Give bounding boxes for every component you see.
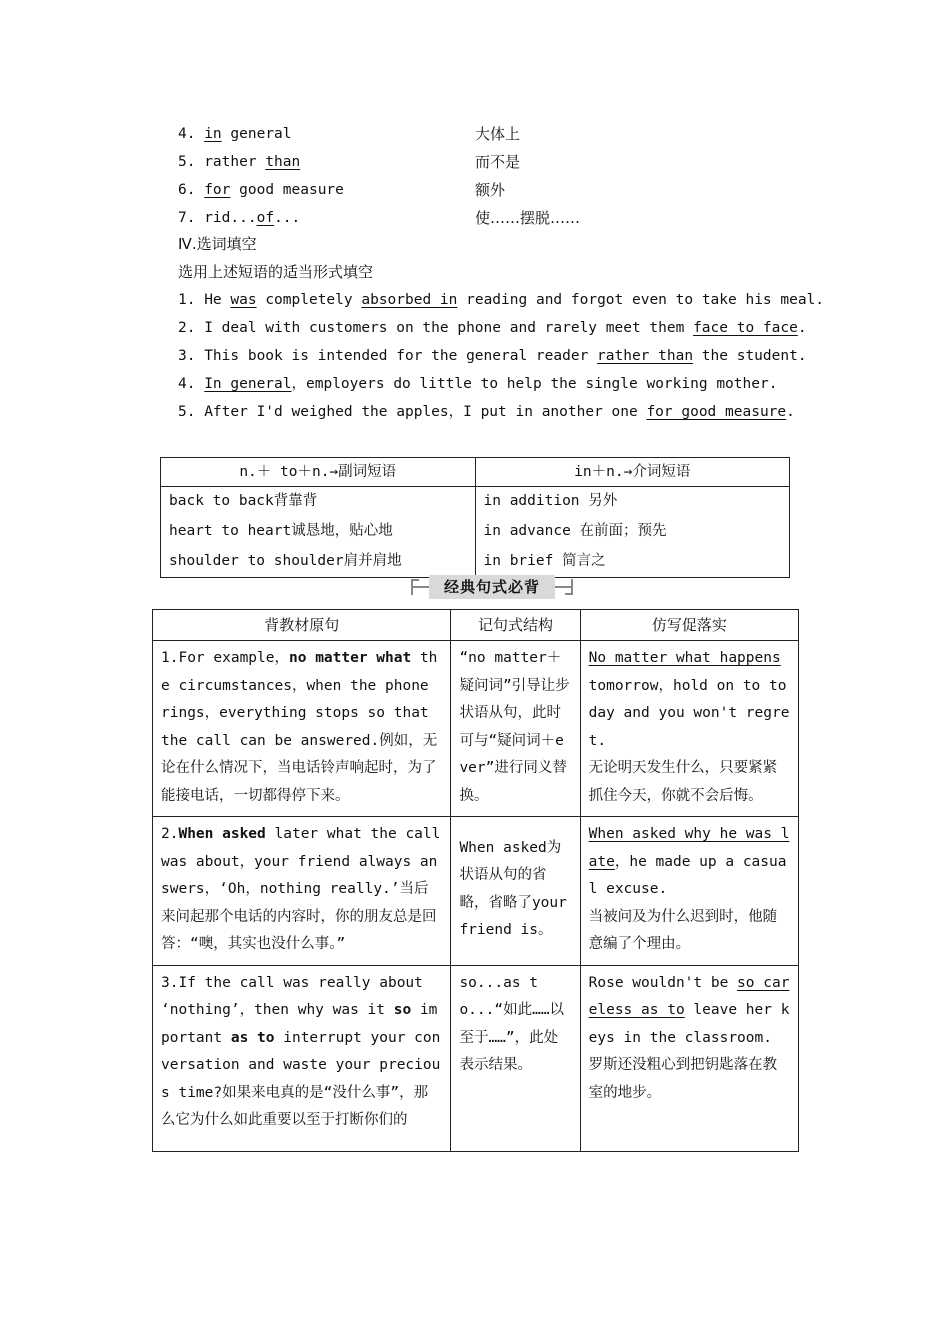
section-instruction: 选用上述短语的适当形式填空 (178, 263, 374, 281)
section-heading: Ⅳ.选词填空 (178, 235, 257, 253)
section-banner (411, 575, 573, 599)
imitation-sentence: When asked why he was late，he made up a casual excuse. 当被问及为什么迟到时，他随意编了个理由。 (580, 817, 798, 966)
structure-note: When asked为状语从句的省略，省略了your friend is。 (451, 817, 580, 966)
table-row (153, 817, 799, 966)
table-header: 记句式结构 (451, 610, 580, 641)
original-sentence: 2.When asked later what the call was about，your friend always answers，‘Oh，nothing really.’当后来问起那个电话的内容时，你的朋友总是回答：“噢，其实也没什么事。” (153, 817, 451, 966)
imitation-sentence: Rose wouldn't be so careless as to leave her keys in the classroom. 罗斯还没粗心到把钥匙落在教室的地步。 (580, 965, 798, 1151)
phrase-structure-table (160, 457, 790, 578)
list-item: heart to heart诚恳地，贴心地 (169, 523, 393, 539)
phrase-text: ... (274, 210, 301, 226)
answer-blank: face to face (693, 320, 798, 336)
list-item: back to back背靠背 (169, 493, 318, 509)
phrase-text: rid... (204, 210, 257, 226)
answer-blank: absorbed in (361, 292, 458, 308)
answer-blank: for good measure (646, 404, 787, 420)
phrase-number: 4. (178, 126, 196, 142)
phrase-meaning: 额外 (475, 181, 506, 199)
phrase-keyword: for (204, 182, 231, 198)
phrase-meaning: 使……摆脱…… (475, 209, 581, 227)
phrase-keyword: of (256, 210, 275, 226)
phrase-number: 6. (178, 182, 196, 198)
phrase-keyword: than (265, 154, 301, 170)
table-header: in＋n.→介词短语 (475, 458, 790, 487)
answer-blank: In general (204, 376, 292, 392)
table-header: n.＋ to＋n.→副词短语 (161, 458, 476, 487)
phrase-text: general (221, 126, 292, 142)
answer-blank: rather than (597, 348, 694, 364)
sentence-pattern-table (152, 609, 799, 1152)
sentence-item: 1. He was completely absorbed in reading and forgot even to take his meal. (178, 292, 825, 308)
list-item: in advance 在前面；预先 (483, 523, 667, 539)
phrase-text: rather (204, 154, 266, 170)
phrase-meaning: 大体上 (475, 125, 521, 143)
sentence-item: 3. This book is intended for the general reader rather than the student. (178, 348, 807, 364)
phrase-text: good measure (230, 182, 344, 198)
list-item: in addition 另外 (483, 493, 618, 509)
phrase-meaning: 而不是 (475, 153, 521, 171)
phrase-keyword: in (204, 126, 222, 142)
original-sentence: 3.If the call was really about ‘nothing’，then why was it so important as to interrupt your conversation and waste your precious time?如果来电真的是“没什么事”，那么它为什么如此重要以至于打断你们的 (153, 965, 451, 1151)
banner-title: 经典句式必背 (429, 575, 555, 599)
table-header: 仿写促落实 (580, 610, 798, 641)
sentence-item: 2. I deal with customers on the phone and rarely meet them face to face. (178, 320, 807, 336)
table-row (153, 965, 799, 1151)
structure-note: “no matter＋疑问词”引导让步状语从句，此时可与“疑问词＋ever”进行同义替换。 (451, 641, 580, 817)
table-cell (475, 487, 790, 578)
imitation-sentence: No matter what happens tomorrow，hold on to today and you won't regret. 无论明天发生什么，只要紧紧抓住今天，你就不会后悔。 (580, 641, 798, 817)
sentence-item: 4. In general，employers do little to help the single working mother. (178, 376, 778, 392)
sentence-item: 5. After I'd weighed the apples，I put in another one for good measure. (178, 404, 795, 420)
structure-note: so...as to...“如此……以至于……”，此处表示结果。 (451, 965, 580, 1151)
table-header: 背教材原句 (153, 610, 451, 641)
list-item: shoulder to shoulder肩并肩地 (169, 553, 402, 569)
list-item: in brief 简言之 (483, 553, 606, 569)
table-cell (161, 487, 476, 578)
sentence-list (178, 286, 824, 426)
original-sentence: 1.For example，no matter what the circumstances，when the phone rings，everything stops so that the call can be answered.例如，无论在什么情况下，当电话铃声响起时，为了能接电话，一切都得停下来。 (153, 641, 451, 817)
phrase-number: 7. (178, 210, 196, 226)
answer-blank: was (230, 292, 257, 308)
phrase-number: 5. (178, 154, 196, 170)
table-row (153, 641, 799, 817)
